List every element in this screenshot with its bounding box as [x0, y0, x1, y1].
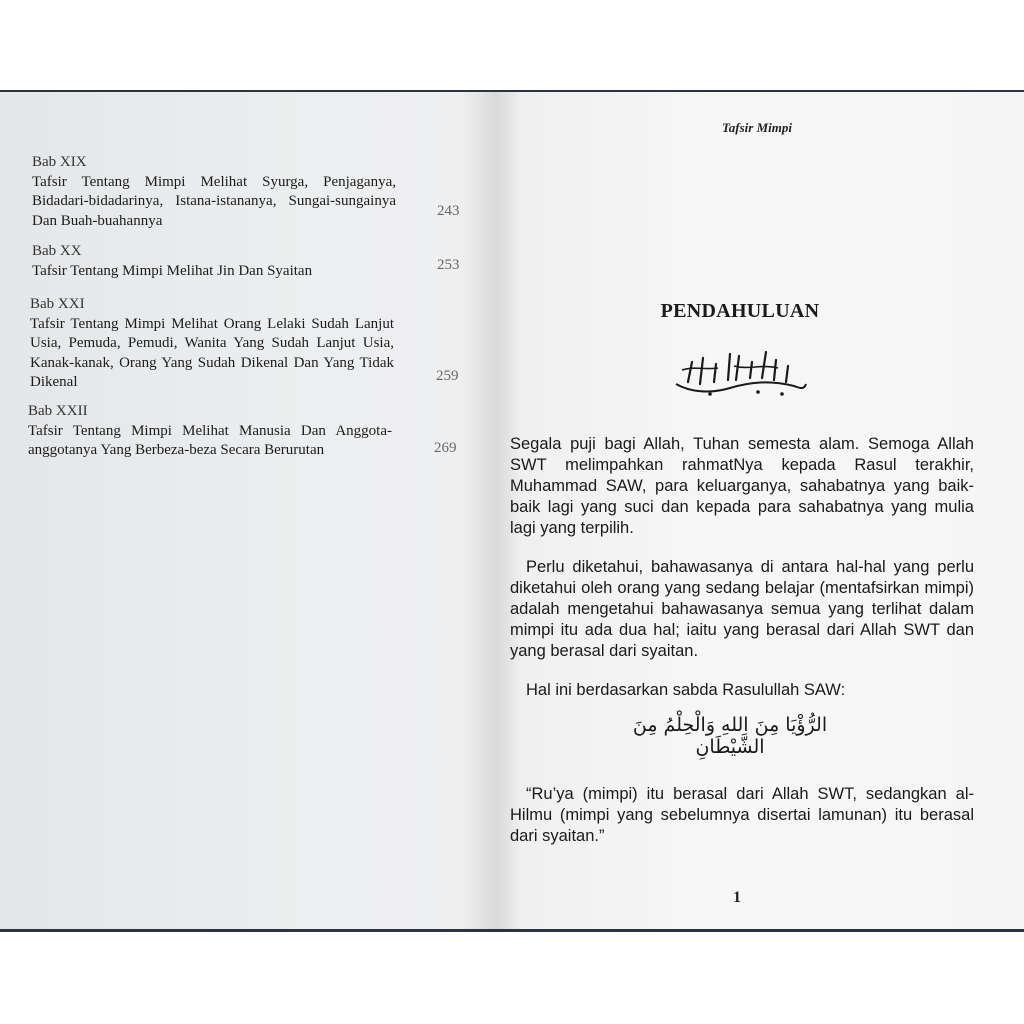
toc-entry [30, 295, 394, 393]
toc-chapter-title: Tafsir Tentang Mimpi Melihat Jin Dan Syaitan [32, 262, 313, 279]
bismillah-calligraphy [670, 344, 810, 400]
chapter-heading: PENDAHULUAN [660, 300, 820, 322]
intro-paragraph: Segala puji bagi Allah, Tuhan semesta alam. Semoga Allah SWT melimpahkan rahmatNya kepada Rasul terakhir, Muhammad SAW, para keluarganya, sahabatnya yang baik-baik lagi yang suci dan kepada para sahabatnya yang mulia lagi yang terpilih. [510, 435, 974, 537]
hadith-translation: “Ru’ya (mimpi) itu berasal dari Allah SWT, sedangkan al-Hilmu (mimpi yang sebelumnya disertai lamunan) itu berasal dari syaitan.” [510, 785, 974, 845]
toc-entry [28, 402, 392, 461]
toc-chapter-title: Tafsir Tentang Mimpi Melihat Orang Lelaki Sudah Lanjut Usia, Pemuda, Pemudi, Wanita Yang Sudah Lanjut Usia, Kanak-kanak, Orang Yang Sudah Dikenal Dan Yang Tidak Dikenal [30, 315, 394, 390]
toc-chapter-title: Tafsir Tentang Mimpi Melihat Manusia Dan Anggota-anggotanya Yang Berbeza-beza Secara Berurutan [28, 422, 392, 458]
toc-page-number: 243 [437, 203, 460, 219]
toc-entry [32, 153, 396, 231]
left-page [0, 92, 490, 929]
toc-chapter-label: Bab XXII [28, 403, 88, 419]
toc-chapter-title: Tafsir Tentang Mimpi Melihat Syurga, Penjaganya, Bidadari-bidadarinya, Istana-istananya, Sungai-sungainya Dan Buah-buahannya [32, 173, 396, 229]
toc-entry [32, 242, 396, 281]
toc-chapter-label: Bab XIX [32, 154, 87, 170]
intro-paragraph: Perlu diketahui, bahawasanya di antara hal-hal yang perlu diketahui oleh orang yang sedang belajar (mentafsirkan mimpi) adalah mengetahui bahawasanya semua yang terlihat dalam mimpi itu ada dua hal; iaitu yang berasal dari Allah SWT dan yang berasal dari syaitan. [510, 558, 974, 660]
intro-paragraph: Hal ini berdasarkan sabda Rasulullah SAW: [526, 681, 846, 699]
hadith-arabic-text: الرُّؤْيَا مِنَ اللهِ وَالْحِلْمُ مِنَ الشَّيْطَانِ [632, 714, 828, 758]
right-page [490, 92, 1024, 929]
toc-page-number: 269 [434, 440, 457, 456]
toc-page-number: 259 [436, 368, 459, 384]
toc-chapter-label: Bab XX [32, 243, 82, 259]
toc-page-number: 253 [437, 257, 460, 273]
page-number: 1 [733, 889, 741, 906]
toc-chapter-label: Bab XXI [30, 296, 85, 312]
open-book [0, 90, 1024, 932]
running-head: Tafsir Mimpi [722, 120, 792, 135]
